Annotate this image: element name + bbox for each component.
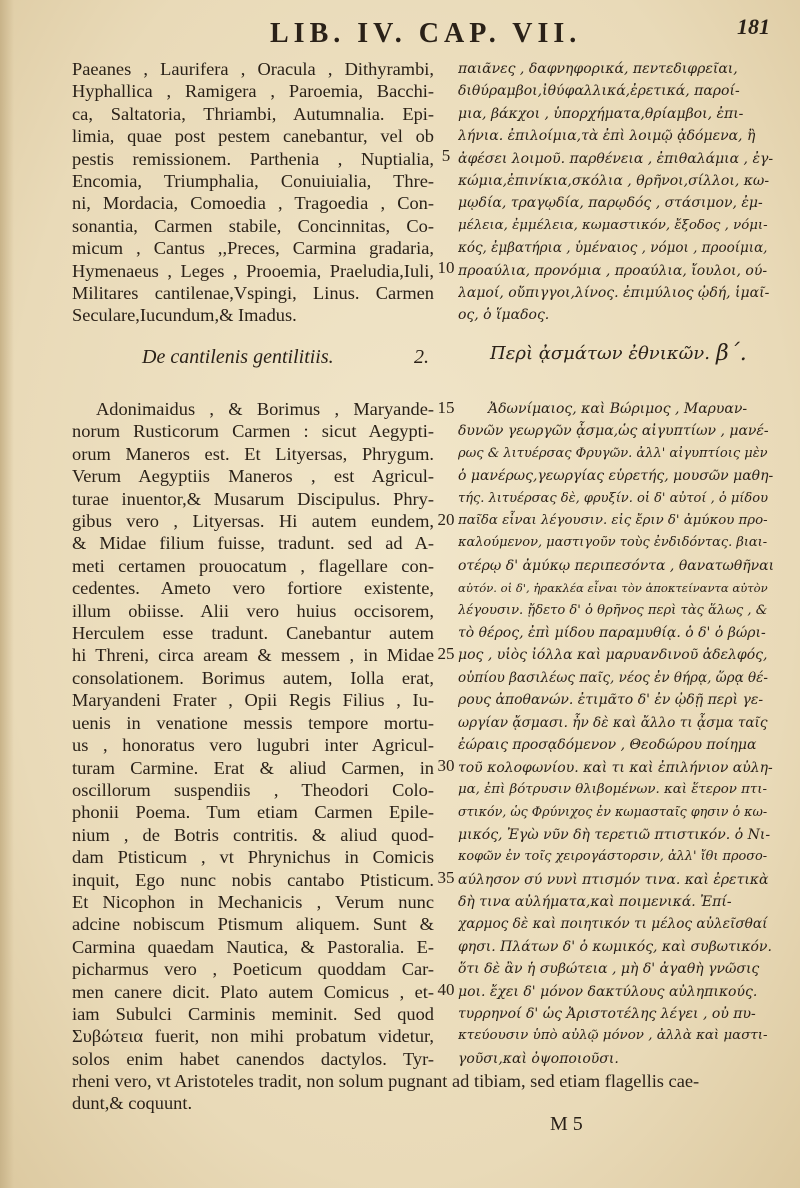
- greek-line: μος , υἱὸς ἰόλλα καὶ μαρυανδινοῦ ἀδελφός,: [458, 647, 768, 664]
- latin-line: gibus vero , Lityersas. Hi autem eundem,: [72, 511, 434, 532]
- latin-column-main: [72, 398, 434, 1070]
- greek-line: ωργίαν ᾄσμασι. ἦν δὲ καὶ ἄλλο τι ᾆσμα ταῖς: [458, 714, 768, 731]
- greek-line: χαρμος δὲ καὶ ποιητικόν τι μέλος αὐλεῖσθαί: [458, 916, 768, 933]
- latin-line: meti certamen prouocatum , flagellare con-: [72, 555, 434, 576]
- latin-line: & Midae filium fuisse, tradunt. sed ad A-: [72, 533, 434, 554]
- greek-line: μέλεια, ἐμμέλεια, κωμαστικόν, ἔξοδος , νόμι-: [458, 217, 768, 233]
- greek-line: οὐπίου βασιλέως παῖς, νέος ἐν θήρᾳ, ὥρᾳ θέ-: [458, 669, 768, 686]
- greek-line: ἀφέσει λοιμοῦ. παρθένεια , ἐπιθαλάμια , ἐγ-: [458, 150, 774, 167]
- greek-line: λέγουσιν. ᾔδετο δ' ὁ θρῆνος περὶ τὰς ἅλως , &: [458, 602, 768, 618]
- line-number: 15: [437, 398, 455, 417]
- greek-line: παιᾶνες , δαφνηφορικά, πεντεδιφρεῖαι,: [458, 61, 738, 77]
- latin-line: Maryandeni Frater , Opii Regis Filius , Iu-: [72, 690, 434, 711]
- greek-line: τής. λιτυέρσας δὲ, φρυξίν. οἱ δ' αὐτοί , ὁ μίδου: [458, 490, 768, 506]
- greek-line: κοφῶν ἐν τοῖς χειρογάστορσιν, ἀλλ' ἴθι προσο-: [458, 849, 768, 865]
- latin-line: sonantia, Carmen stabile, Concinnitas, Co-: [72, 215, 434, 236]
- greek-line: αὐτόν. οἱ δ', ἡρακλέα εἶναι τὸν ἀποκτείναντα αὐτὸν: [458, 581, 768, 596]
- latin-line: ca, Saltatoria, Thriambi, Autumnalia. Epi-: [72, 103, 434, 124]
- greek-line: μῳδία, τραγῳδία, παρῳδός , στάσιμον, ἐμ-: [458, 195, 763, 212]
- greek-line: κώμια,ἐπινίκια,σκόλια , θρῆνοι,σίλλοι, κω-: [458, 173, 770, 190]
- latin-line: pestis remissionem. Parthenia , Nuptialia,: [72, 148, 434, 169]
- section-heading-greek: [490, 343, 780, 364]
- folio-number: 181: [737, 14, 770, 39]
- latin-line: hi Threni, circa aream & messem , in Midae: [72, 645, 434, 666]
- running-head: LIB. IV. CAP. VII.: [270, 18, 582, 49]
- greek-column-main: [458, 398, 774, 1070]
- latin-line: oscillorum suspendiis , Theodori Colo-: [72, 779, 434, 800]
- latin-line: Adonimaidus , & Borimus , Maryande-: [96, 399, 434, 419]
- greek-line: καλούμενον, μαστιγοῦν τοὺς ἐνδιδόντας. βιαι-: [458, 535, 768, 551]
- latin-line: ni, Mordacia, Comoedia , Tragoedia , Con-: [72, 193, 434, 214]
- greek-line: ὅτι δὲ ἂν ἡ συβώτεια , μὴ δ' ἀγαθὴ γνῶσις: [458, 961, 760, 978]
- heading-greek-text: Περὶ ᾀσμάτων ἐθνικῶν.: [490, 343, 710, 364]
- latin-line: Et Nicophon in Mechanicis , Verum nunc: [72, 891, 434, 912]
- greek-line: τὸ θέρος, ἐπὶ μίδου παραμυθίᾳ. ὁ δ' ὁ βώρι-: [458, 625, 766, 642]
- latin-line: limia, quae post pestem canebantur, vel ob: [72, 126, 434, 147]
- greek-line: ὁ μανέρως,γεωργίας εὑρετής, μουσῶν μαθη-: [458, 468, 774, 485]
- heading-latin-text: De cantilenis gentilitiis.: [142, 346, 334, 368]
- latin-column-top: [72, 58, 434, 327]
- latin-line: Militares cantilenae,Vspingi, Linus. Carmen: [72, 283, 434, 304]
- line-number: 10: [437, 258, 455, 277]
- greek-line: γοῦσι,καὶ ὀψοποιοῦσι.: [458, 1050, 619, 1067]
- latin-line: orum Maneros est. Et Lityersas, Phrygum.: [72, 443, 434, 464]
- greek-line: δυνῶν γεωργῶν ᾆσμα,ὡς αἰγυπτίων , μανέ-: [458, 423, 769, 440]
- latin-line: phonii Poema. Tum etiam Carmen Epile-: [72, 802, 434, 823]
- latin-line: dam Ptisticum , vt Phrynichus in Comicis: [72, 847, 434, 868]
- greek-line: Ἀδωνίμαιος, καὶ Βώριμος , Μαρυαν-: [488, 401, 748, 417]
- greek-line: στικόν, ὡς Φρύνιχος ἐν κωμασταῖς φησιν ὁ κω-: [458, 804, 768, 820]
- latin-line: iam Subulci Carminis meminit. Sed quod: [72, 1003, 434, 1024]
- greek-line: μοι. ἔχει δ' μόνον δακτύλους αὐληπικούς.: [458, 983, 758, 1000]
- latin-line: norum Rusticorum Carmen : sicut Aegypti-: [72, 421, 434, 442]
- closing-line: dunt,& coquunt.: [72, 1093, 193, 1114]
- greek-line: κτεύουσιν ὑπὸ αὐλῷ μόνον , ἀλλὰ καὶ μαστι-: [458, 1028, 768, 1044]
- greek-line: κός, ἐμβατήρια , ὑμέναιος , νόμοι , προοίμια,: [458, 240, 768, 257]
- latin-line: uenis in venatione messis tempore mortu-: [72, 712, 434, 733]
- latin-line: Hyphallica , Ramigera , Paroemia, Bacchi-: [72, 81, 434, 102]
- heading-latin-number: 2.: [414, 346, 429, 368]
- closing-text: [72, 1070, 772, 1115]
- latin-line: Encomia, Triumphalia, Conuiuialia, Thre-: [72, 171, 434, 192]
- greek-line: τοῦ κολοφωνίου. καὶ τι καὶ ἐπιλήνιον αὐλη-: [458, 759, 773, 776]
- greek-line: ος, ὁ ἵμαδος.: [458, 307, 550, 324]
- greek-line: δὴ τινα αὐλήματα,καὶ ποιμενικά. Ἐπί-: [458, 893, 732, 910]
- line-number: 5: [441, 146, 451, 165]
- latin-line: Carmina quaedam Nautica, & Pastoralia. E-: [72, 936, 434, 957]
- latin-line: Hymenaeus , Leges , Prooemia, Praeludia,Iuli,: [72, 260, 434, 281]
- latin-line: Herculem esse tradunt. Canebantur autem: [72, 623, 434, 644]
- latin-line: Verum Aegyptiis Maneros , est Agricul-: [72, 466, 434, 487]
- greek-line: μικός, Ἐγὼ νῦν δὴ τερετιῶ πτιστικόν. ὁ Νι-: [458, 826, 771, 843]
- catchword: M 5: [550, 1113, 583, 1135]
- latin-line: picharmus vero , Poeticum quoddam Car-: [72, 959, 434, 980]
- line-number: 40: [437, 980, 455, 999]
- latin-line: solos enim habet canendos dactylos. Tyr-: [72, 1048, 434, 1069]
- line-number: 35: [437, 868, 455, 887]
- latin-line: nium , de Botris contritis. & aliud quod-: [72, 824, 434, 845]
- greek-line: λήνια. ἐπιλοίμια,τὰ ἐπὶ λοιμῷ ᾀδόμενα, ἢ: [458, 128, 756, 145]
- section-heading-latin: [142, 346, 442, 369]
- latin-line: turam Carmine. Erat & aliud Carmen, in: [72, 757, 434, 778]
- greek-line: προαύλια, προνόμια , προαύλια, ἴουλοι, ού-: [458, 262, 768, 279]
- line-number: 30: [437, 756, 455, 775]
- greek-line: μα, ἐπὶ βότρυσιν θλιβομένων. καὶ ἕτερον πτι-: [458, 781, 767, 797]
- latin-line: us , honoratus vero lugubri inter Agricul-: [72, 735, 434, 756]
- greek-line: μια, βάκχοι , ὑπορχήματα,θρίαμβοι, ἐπι-: [458, 105, 744, 122]
- latin-line: consolationem. Borimus autem, Iolla erat,: [72, 667, 434, 688]
- greek-line: οτέρῳ δ' ἀμύκῳ περιπεσόντα , θανατωθῆναι: [458, 557, 774, 574]
- latin-line: micum , Cantus ,,Preces, Carmina gradaria,: [72, 238, 434, 259]
- greek-column-top: [458, 58, 774, 327]
- page-gutter-shadow: [0, 0, 14, 1188]
- latin-line: inquit, Ego nunc nobis cantabo Ptisticum.: [72, 869, 434, 890]
- line-number: 25: [437, 644, 455, 663]
- greek-line: αύλησον σύ νυνὶ πτισμόν τινα. καὶ ἐρετικὰ: [458, 871, 769, 888]
- greek-line: τυρρηνοί δ' ὡς Ἀριστοτέλης λέγει , οὐ πυ-: [458, 1005, 756, 1022]
- greek-line: ρως & λιτυέρσας Φρυγῶν. ἀλλ' αἰγυπτίοις μὲν: [458, 445, 768, 461]
- greek-line: ἐώραις προσᾳδόμενον , Θεοδώρου ποίημα: [458, 737, 757, 754]
- greek-line: λαμοί, οὔπιγγοι,λίνος. ἐπιμύλιος ᾠδή, ἱμαῖ-: [458, 285, 770, 302]
- latin-line: illum obiisse. Alii vero huius occisorem,: [72, 600, 434, 621]
- heading-greek-number: β´.: [716, 341, 747, 366]
- greek-line: διθύραμβοι,ἰθύφαλλικά,ἐρετικά, παροί-: [458, 83, 740, 100]
- latin-line: Paeanes , Laurifera , Oracula , Dithyrambi,: [72, 59, 434, 79]
- latin-line: turae inuentor,& Musarum Discipulus. Phry-: [72, 488, 434, 509]
- latin-line: adcine nobiscum Ptismum aliquem. Sunt &: [72, 914, 434, 935]
- closing-line: rheni vero, vt Aristoteles tradit, non solum pugnant ad tibiam, sed etiam flagellis cae-: [72, 1071, 700, 1091]
- latin-line: Συβώτεια fuerit, non mihi probatum videtur,: [72, 1026, 434, 1047]
- greek-line: φησι. Πλάτων δ' ὁ κωμικός, καὶ συβωτικόν.: [458, 938, 772, 955]
- greek-line: παῖδα εἶναι λέγουσιν. εἰς ἔριν δ' ἀμύκου προ-: [458, 513, 768, 529]
- line-number: 20: [437, 510, 455, 529]
- latin-line: Seculare,Iucundum,& Imadus.: [72, 305, 297, 326]
- latin-line: men canere dicit. Plato autem Comicus , et-: [72, 981, 434, 1002]
- latin-line: cedentes. Ameto vero fortiore existente,: [72, 578, 434, 599]
- greek-line: ρους ἀποθανών. ἐτιμᾶτο δ' ἐν ᾠδῇ περὶ γε-: [458, 692, 764, 709]
